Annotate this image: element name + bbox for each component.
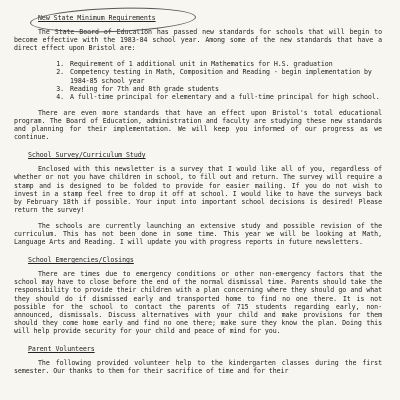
section-parent-volunteers bbox=[14, 343, 382, 375]
section-heading: School Survey/Curriculum Study bbox=[28, 151, 146, 160]
list-item: 1. Requirement of 1 additional unit in Mathematics for H.S. graduation bbox=[68, 60, 382, 68]
paragraph: The following provided volunteer help to the kindergarten classes during the first semester. Our thanks to them for their sacrifice of time and for their bbox=[14, 359, 382, 376]
section-heading bbox=[38, 14, 156, 22]
list-item: 3. Reading for 7th and 8th grade students bbox=[68, 85, 382, 93]
paragraph: There are times due to emergency conditions or other non-emergency factors that the school may have to close before the end of the normal dismissal time. Parents should take the responsibility to provide their children with a plan concerning where they should go and what they should do if dismissed early and transported home to find no one there. It is not possible for the school to contact the parents of 715 students regarding early, non-announced, dismissals. Discuss alternatives with your child and make provisions for them should they come home early and find no one there; make sure they know the plan. Doing this will help provide security for your child and peace of mind for you. bbox=[14, 270, 382, 335]
paragraph: The schools are currently launching an extensive study and possible revision of the curriculum. This has not been done in some time. This year we will be looking at Math, Language Arts and Reading. I will update you with progress reports in future newsletters. bbox=[14, 221, 382, 247]
list-item: 4. A full-time principal for elementary and a full-time principal for high school. bbox=[68, 93, 382, 101]
section-school-survey bbox=[14, 149, 382, 246]
section-heading: School Emergencies/Closings bbox=[28, 256, 134, 265]
paragraph: Enclosed with this newsletter is a survey that I would like all of you, regardless of whether or not you have children in school, to fill out and return. The survey will require a stamp and is designed to be folded to provide for easier mailing. If you do not wish to invest in a stamp feel free to drop it off at school. I would like to have the surveys back by February 18th if possible. Your input into important school decisions is desired! Please return the survey! bbox=[14, 165, 382, 214]
section-heading-text: New State Minimum Requirements bbox=[38, 14, 156, 22]
section-emergencies bbox=[14, 254, 382, 335]
section-state-requirements bbox=[14, 12, 382, 141]
list-item: 2. Competency testing in Math, Composition and Reading - begin implementation by 1984-85 school year bbox=[68, 68, 382, 84]
requirements-list bbox=[14, 60, 382, 100]
section-heading: Parent Volunteers bbox=[28, 345, 95, 353]
paragraph: The State Board of Education has passed new standards for schools that will begin to become effective with the 1983-84 school year. Among some of the new standards that have a direct effect upon Bristol are: bbox=[14, 28, 382, 53]
paragraph: There are even more standards that have an effect upon Bristol's total educational program. The Board of Education, administration and faculty are studying these new standards and planning for their implementation. We will keep you informed of our progress as we continue. bbox=[14, 108, 382, 142]
